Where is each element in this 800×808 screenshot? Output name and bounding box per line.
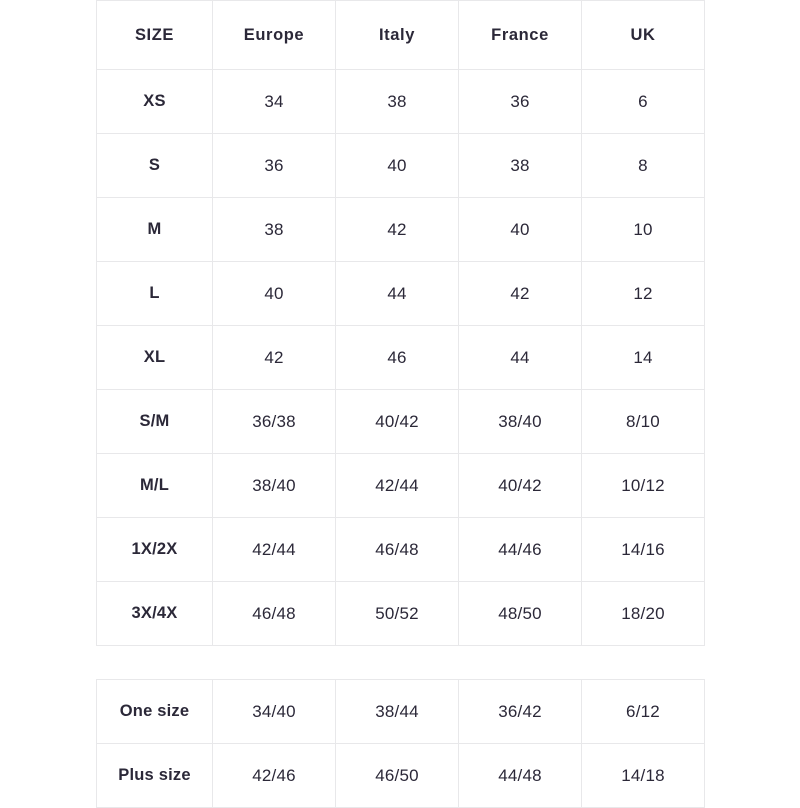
cell-italy: 40 [336, 134, 459, 198]
cell-italy: 50/52 [336, 582, 459, 646]
row-label: S/M [97, 390, 213, 454]
table-row [97, 744, 705, 808]
cell-europe: 46/48 [213, 582, 336, 646]
cell-france: 40 [459, 198, 582, 262]
cell-uk: 8 [582, 134, 705, 198]
row-label: One size [97, 680, 213, 744]
cell-europe: 42/44 [213, 518, 336, 582]
cell-france: 36 [459, 70, 582, 134]
cell-europe: 42/46 [213, 744, 336, 808]
column-header-europe: Europe [213, 1, 336, 70]
cell-europe: 34/40 [213, 680, 336, 744]
cell-europe: 42 [213, 326, 336, 390]
table-spacer [96, 646, 704, 679]
cell-france: 48/50 [459, 582, 582, 646]
cell-france: 38 [459, 134, 582, 198]
table-row [97, 70, 705, 134]
row-label: XS [97, 70, 213, 134]
row-label: Plus size [97, 744, 213, 808]
cell-italy: 40/42 [336, 390, 459, 454]
column-header-france: France [459, 1, 582, 70]
cell-uk: 18/20 [582, 582, 705, 646]
row-label: L [97, 262, 213, 326]
cell-france: 36/42 [459, 680, 582, 744]
cell-europe: 38 [213, 198, 336, 262]
column-header-size: SIZE [97, 1, 213, 70]
cell-uk: 6 [582, 70, 705, 134]
table-row [97, 198, 705, 262]
row-label: S [97, 134, 213, 198]
table-row [97, 518, 705, 582]
cell-italy: 46 [336, 326, 459, 390]
row-label: M/L [97, 454, 213, 518]
column-header-italy: Italy [336, 1, 459, 70]
cell-uk: 8/10 [582, 390, 705, 454]
table-row [97, 680, 705, 744]
one-size-table [96, 679, 705, 808]
cell-uk: 10/12 [582, 454, 705, 518]
cell-europe: 38/40 [213, 454, 336, 518]
cell-france: 38/40 [459, 390, 582, 454]
cell-uk: 12 [582, 262, 705, 326]
row-label: XL [97, 326, 213, 390]
table-row [97, 134, 705, 198]
cell-europe: 36 [213, 134, 336, 198]
cell-france: 44/46 [459, 518, 582, 582]
column-header-uk: UK [582, 1, 705, 70]
cell-italy: 46/50 [336, 744, 459, 808]
table-row [97, 326, 705, 390]
cell-italy: 42/44 [336, 454, 459, 518]
cell-europe: 34 [213, 70, 336, 134]
cell-uk: 14 [582, 326, 705, 390]
cell-uk: 14/18 [582, 744, 705, 808]
cell-france: 44/48 [459, 744, 582, 808]
cell-europe: 40 [213, 262, 336, 326]
cell-italy: 38 [336, 70, 459, 134]
row-label: 3X/4X [97, 582, 213, 646]
cell-france: 44 [459, 326, 582, 390]
cell-italy: 44 [336, 262, 459, 326]
size-conversion-table [96, 0, 705, 646]
table-row [97, 262, 705, 326]
table-row [97, 390, 705, 454]
cell-france: 42 [459, 262, 582, 326]
cell-europe: 36/38 [213, 390, 336, 454]
table-row [97, 582, 705, 646]
table-row [97, 454, 705, 518]
table-header-row [97, 1, 705, 70]
row-label: 1X/2X [97, 518, 213, 582]
cell-france: 40/42 [459, 454, 582, 518]
cell-italy: 42 [336, 198, 459, 262]
row-label: M [97, 198, 213, 262]
cell-italy: 46/48 [336, 518, 459, 582]
cell-uk: 14/16 [582, 518, 705, 582]
cell-italy: 38/44 [336, 680, 459, 744]
cell-uk: 6/12 [582, 680, 705, 744]
cell-uk: 10 [582, 198, 705, 262]
